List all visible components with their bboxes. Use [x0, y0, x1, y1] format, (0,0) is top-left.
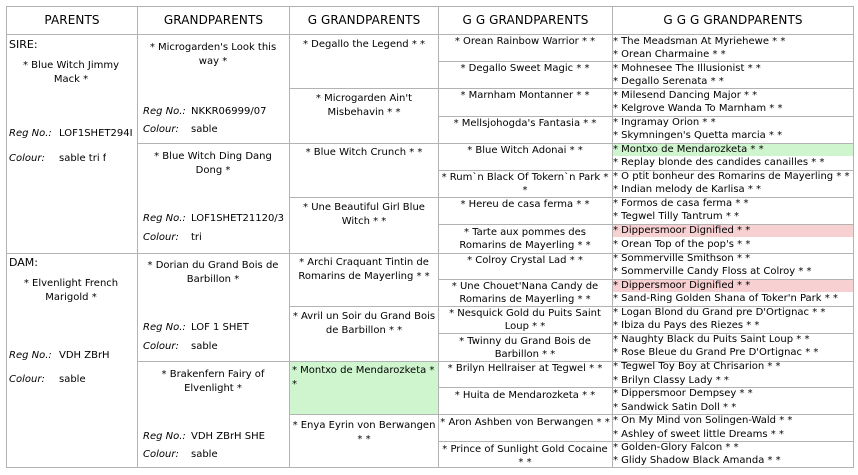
dam-role-label: DAM: [9, 256, 38, 269]
sire-role-label: SIRE: [9, 38, 38, 51]
grandparent-colour-value: tri [191, 232, 202, 243]
sire-reg-value: LOF1SHET294I [59, 128, 133, 139]
ggg-grandparent-name: * Montxo de Mendarozketa * * [613, 144, 853, 156]
grandparent-colour-label: Colour: [143, 449, 179, 460]
ggg-grandparent-name: * Orean Top of the pop's * * [613, 239, 751, 250]
grandparent-name: * Dorian du Grand Bois de Barbillon * [147, 260, 279, 285]
ggg-grandparent-name: * Degallo Serenata * * [613, 76, 724, 87]
grandparent-reg-label: Reg No.: [143, 322, 186, 333]
ggg-grandparent-name: * Glidy Shadow Black Amanda * * [613, 455, 781, 466]
ggg-grandparent-name: * Dippersmoor Dignified * * [613, 225, 853, 237]
grandparent-colour-value: sable [191, 449, 218, 460]
gg-grandparent-name: * Rum`n Black Of Tokern`n Park * * [441, 172, 609, 196]
ggg-grandparent-name: * Logan Blond du Grand pre D'Ortignac * * [613, 307, 826, 318]
dam-name: * Elvenlight French Marigold * [23, 278, 119, 303]
grandparent-reg-value: VDH ZBrH SHE [191, 431, 265, 442]
ggg-grandparent-name: * Indian melody de Karlisa * * [613, 184, 762, 195]
header-grandparents: GRANDPARENTS [163, 13, 264, 27]
g-grandparent-name: * Blue Witch Crunch * * [305, 147, 423, 158]
grandparent-colour-label: Colour: [143, 232, 179, 243]
gg-grandparent-name: * Aron Ashben von Berwangen * * [440, 417, 610, 428]
grandparent-colour-label: Colour: [143, 341, 179, 352]
ggg-grandparent-name: * Naughty Black du Puits Saint Loup * * [613, 334, 810, 345]
grandparent-reg-value: LOF1SHET21120/3 [191, 213, 285, 224]
ggg-grandparent-name: * Dippersmoor Dempsey * * [613, 388, 753, 399]
g-grandparent-name: * Montxo de Mendarozketa * * [292, 365, 435, 390]
ggg-grandparent-name: * Milesend Dancing Major * * [613, 90, 758, 101]
sire-colour-label: Colour: [9, 153, 45, 164]
grandparent-colour-value: sable [191, 124, 218, 135]
gg-grandparent-name: * Huita de Mendarozketa * * [454, 390, 596, 401]
ggg-grandparent-name: * Skymningen's Quetta marcia * * [613, 130, 783, 141]
ggg-grandparent-name: * On My Mind von Solingen-Wald * * [613, 415, 793, 426]
grandparent-reg-label: Reg No.: [143, 431, 186, 442]
gg-grandparent-name: * Marnham Montanner * * [460, 90, 590, 101]
ggg-grandparent-name: * Sommerville Candy Floss at Colroy * * [613, 266, 812, 277]
ggg-grandparent-name: * Dippersmoor Dignified * * [613, 280, 853, 292]
gg-grandparent-name: * Hereu de casa ferma * * [460, 199, 590, 210]
ggg-grandparent-name: * Golden-Glory Falcon * * [613, 442, 739, 453]
gg-grandparent-name: * Orean Rainbow Warrior * * [454, 36, 596, 47]
sire-reg-label: Reg No.: [9, 128, 52, 139]
ggg-grandparent-name: * Kelgrove Wanda To Marnham * * [613, 103, 783, 114]
gg-grandparent-name: * Une Chouet'Nana Candy de Romarins de Mayerling * * [451, 281, 599, 305]
dam-reg-label: Reg No.: [9, 350, 52, 361]
g-grandparent-name: * Enya Eyrin von Berwangen * * [292, 420, 436, 445]
g-grandparent-name: * Une Beautiful Girl Blue Witch * * [303, 202, 425, 227]
ggg-grandparent-name: * Formos de casa ferma * * [613, 198, 749, 209]
ggg-grandparent-name: * Ibiza du Pays des Riezes * * [613, 320, 760, 331]
grandparent-reg-label: Reg No.: [143, 213, 186, 224]
sire-colour-value: sable tri f [59, 153, 107, 164]
gg-grandparent-name: * Tarte aux pommes des Romarins de Mayerling * * [459, 227, 591, 251]
gg-grandparent-name: * Brilyn Hellraiser at Tegwel * * [447, 363, 603, 374]
ggg-grandparent-name: * Mohnesee The Illusionist * * [613, 63, 761, 74]
ggg-grandparent-name: * Sommerville Smithson * * [613, 253, 751, 264]
gg-grandparent-name: * Colroy Crystal Lad * * [467, 255, 583, 266]
g-grandparent-name: * Avril un Soir du Grand Bois de Barbillon * * [292, 311, 436, 336]
dam-colour-value: sable [59, 374, 86, 385]
ggg-grandparent-name: * Replay blonde des candides canailles * * [613, 157, 825, 168]
header-parents: PARENTS [44, 13, 100, 27]
grandparent-reg-value: LOF 1 SHET [191, 322, 249, 333]
grandparent-reg-value: NKKR06999/07 [191, 106, 267, 117]
grandparent-colour-label: Colour: [143, 124, 179, 135]
grandparent-reg-label: Reg No.: [143, 106, 186, 117]
ggg-grandparent-name: * Sand-Ring Golden Shana of Toker'n Park * * [613, 293, 838, 304]
g-grandparent-name: * Archi Craquant Tintin de Romarins de Mayerling * * [298, 257, 430, 282]
ggg-grandparent-name: * The Meadsman At Myriehewe * * [613, 36, 786, 47]
grandparent-name: * Brakenfern Fairy of Elvenlight * [161, 369, 265, 394]
header-gg-grandparents: G G GRANDPARENTS [462, 13, 589, 27]
header-ggg-grandparents: G G G GRANDPARENTS [663, 13, 803, 27]
grandparent-colour-value: sable [191, 341, 218, 352]
header-g-grandparents: G GRANDPARENTS [307, 13, 421, 27]
ggg-grandparent-name: * Brilyn Classy Lady * * [613, 375, 729, 386]
gg-grandparent-name: * Prince of Sunlight Gold Cocaine * * [442, 444, 608, 467]
ggg-grandparent-name: * Tegwel Toy Boy at Chrisarion * * [613, 361, 781, 372]
ggg-grandparent-name: * O ptit bonheur des Romarins de Mayerling * * [613, 171, 850, 182]
ggg-grandparent-name: * Tegwel Tilly Tantrum * * [613, 211, 739, 222]
gg-grandparent-name: * Blue Witch Adonai * * [467, 145, 583, 156]
ggg-grandparent-name: * Rose Bleue du Grand Pre D'Ortignac * * [613, 347, 819, 358]
gg-grandparent-name: * Degallo Sweet Magic * * [460, 63, 590, 74]
g-grandparent-name: * Microgarden Ain't Misbehavin * * [315, 93, 413, 118]
dam-reg-value: VDH ZBrH [59, 350, 110, 361]
gg-grandparent-name: * Mellsjohogda's Fantasia * * [453, 118, 597, 129]
grandparent-name: * Blue Witch Ding Dang Dong * [154, 151, 272, 176]
gg-grandparent-name: * Nesquick Gold du Puits Saint Loup * * [449, 308, 601, 332]
grandparent-name: * Microgarden's Look this way * [149, 42, 277, 67]
ggg-grandparent-name: * Orean Charmaine * * [613, 49, 726, 60]
ggg-grandparent-name: * Ingramay Orion * * [613, 117, 716, 128]
sire-name: * Blue Witch Jimmy Mack * [23, 60, 119, 85]
ggg-grandparent-name: * Ashley of sweet little Dreams * * [613, 429, 784, 440]
g-grandparent-name: * Degallo the Legend * * [302, 39, 426, 50]
ggg-grandparent-name: * Sandwick Satin Doll * * [613, 402, 737, 413]
gg-grandparent-name: * Twinny du Grand Bois de Barbillon * * [459, 336, 591, 360]
dam-colour-label: Colour: [9, 374, 45, 385]
